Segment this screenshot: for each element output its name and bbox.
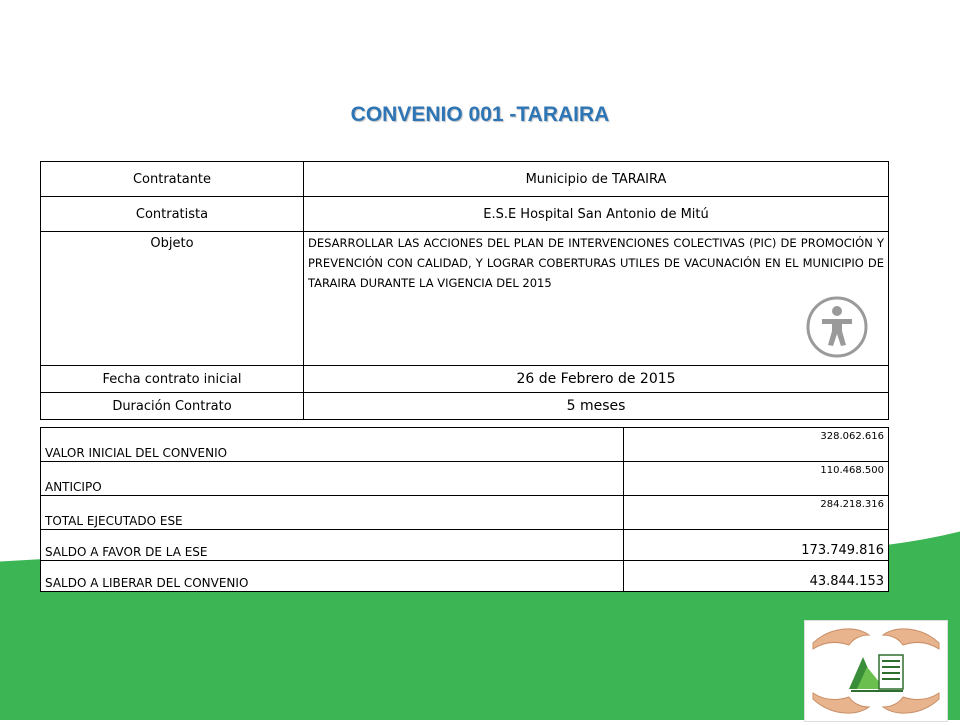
- row-value: 5 meses: [304, 393, 889, 420]
- row-label: SALDO A FAVOR DE LA ESE: [41, 530, 624, 561]
- row-value: 328.062.616: [624, 428, 889, 462]
- row-value: DESARROLLAR LAS ACCIONES DEL PLAN DE INTERVENCIONES COLECTIVAS (PIC) DE PROMOCIÓN Y PREVENCIÓN CON CALIDAD, Y LOGRAR COBERTURAS UTILES DE VACUNACIÓN EN EL MUNICIPIO DE TARAIRA DURANTE LA VIGENCIA DEL 2015: [304, 232, 889, 366]
- contract-details-table: [40, 161, 889, 420]
- row-value: 173.749.816: [624, 530, 889, 561]
- row-value: 284.218.316: [624, 496, 889, 530]
- table-row: [41, 530, 889, 561]
- row-label: TOTAL EJECUTADO ESE: [41, 496, 624, 530]
- table-row: [41, 428, 889, 462]
- page-title: CONVENIO 001 -TARAIRA: [350, 103, 610, 126]
- row-label: Duración Contrato: [41, 393, 304, 420]
- table-row: [41, 366, 889, 393]
- table-row: [41, 232, 889, 366]
- table-row: [41, 561, 889, 592]
- table-row: [41, 162, 889, 197]
- row-label: Objeto: [41, 232, 304, 366]
- table-row: [41, 496, 889, 530]
- row-label: Contratista: [41, 197, 304, 232]
- row-value: 26 de Febrero de 2015: [304, 366, 889, 393]
- table-row: [41, 393, 889, 420]
- row-value: 110.468.500: [624, 462, 889, 496]
- table-row: [41, 462, 889, 496]
- row-label: Contratante: [41, 162, 304, 197]
- accessibility-icon[interactable]: [805, 295, 869, 359]
- row-label: Fecha contrato inicial: [41, 366, 304, 393]
- row-label: SALDO A LIBERAR DEL CONVENIO: [41, 561, 624, 592]
- row-value: Municipio de TARAIRA: [304, 162, 889, 197]
- table-row: [41, 197, 889, 232]
- financial-summary-table: [40, 427, 889, 592]
- row-label: VALOR INICIAL DEL CONVENIO: [41, 428, 624, 462]
- row-label: ANTICIPO: [41, 462, 624, 496]
- hospital-logo: [804, 620, 948, 722]
- row-value: E.S.E Hospital San Antonio de Mitú: [304, 197, 889, 232]
- row-value: 43.844.153: [624, 561, 889, 592]
